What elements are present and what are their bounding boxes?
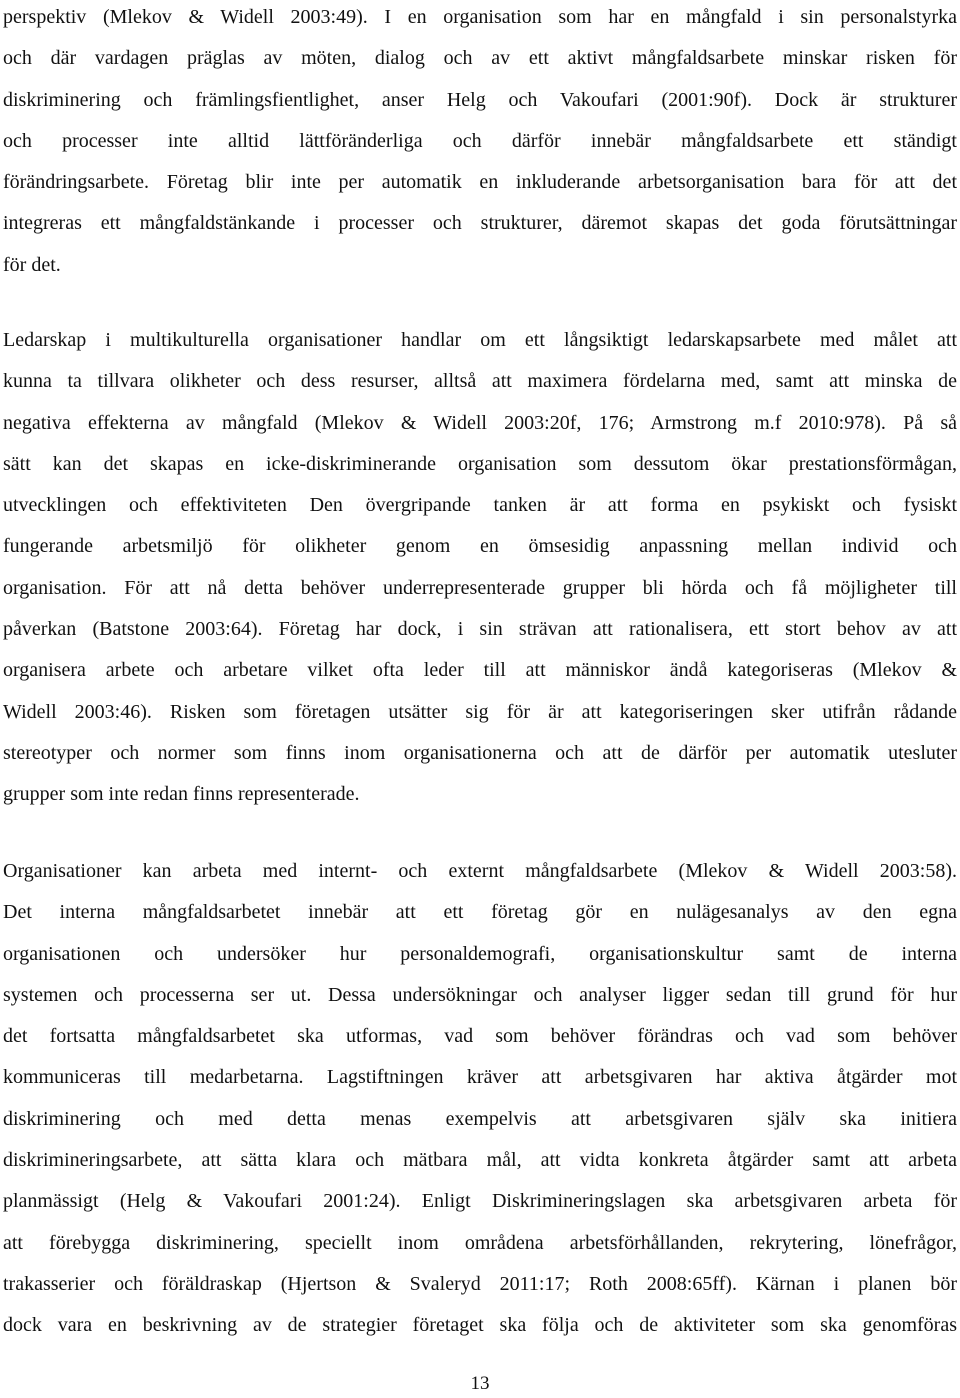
paragraph-2 — [3, 320, 957, 816]
text-line: negativa effekterna av mångfald (Mlekov & Widell 2003:20f, 176; Armstrong m.f 2010:978). På så — [3, 411, 957, 434]
text-line: diskriminering och med detta menas exempelvis att arbetsgivaren själv ska initiera — [3, 1107, 957, 1130]
text-line: organisera arbete och arbetare vilket ofta leder till att människor ändå kategoriseras (Mlekov & — [3, 659, 957, 682]
paragraph-3 — [3, 851, 957, 1347]
text-line: Ledarskap i multikulturella organisationer handlar om ett långsiktigt ledarskapsarbete med målet att — [3, 329, 957, 351]
text-line: sätt kan det skapas en icke-diskriminerande organisation som dessutom ökar prestationsförmågan, — [3, 452, 957, 475]
text-line: dock vara en beskrivning av de strategier företaget ska följa och de aktiviteter som ska genomföras — [3, 1314, 957, 1337]
text-line: att förebygga diskriminering, speciellt inom områdena arbetsförhållanden, rekrytering, lönefrågor, — [3, 1231, 957, 1254]
text-line: kommuniceras till medarbetarna. Lagstiftningen kräver att arbetsgivaren har aktiva åtgärder mot — [3, 1066, 957, 1089]
text-line: perspektiv (Mlekov & Widell 2003:49). I en organisation som har en mångfald i sin personalstyrka — [3, 6, 957, 28]
text-line: och processer inte alltid lättföränderliga och därför innebär mångfaldsarbete ett ständigt — [3, 129, 957, 152]
text-line: organisationen och undersöker hur personaldemografi, organisationskultur samt de interna — [3, 942, 957, 965]
text-line: påverkan (Batstone 2003:64). Företag har dock, i sin strävan att rationalisera, ett stort behov av att — [3, 618, 957, 641]
text-line: trakasserier och föräldraskap (Hjertson & Svaleryd 2011:17; Roth 2008:65ff). Kärnan i planen bör — [3, 1272, 957, 1295]
text-line: och där vardagen präglas av möten, dialog och av ett aktivt mångfaldsarbete minskar risken för — [3, 47, 957, 70]
text-line: integreras ett mångfaldstänkande i processer och strukturer, däremot skapas det goda förutsättningar — [3, 212, 957, 235]
text-line: Widell 2003:46). Risken som företagen utsätter sig för är att kategoriseringen sker utifrån rådande — [3, 700, 957, 723]
text-line: Det interna mångfaldsarbetet innebär att ett företag gör en nulägesanalys av den egna — [3, 901, 957, 924]
text-line: systemen och processerna ser ut. Dessa undersökningar och analyser ligger sedan till grund för hur — [3, 983, 957, 1006]
text-line: det fortsatta mångfaldsarbetet ska utformas, vad som behöver förändras och vad som behöver — [3, 1025, 957, 1048]
text-line: utvecklingen och effektiviteten Den övergripande tanken är att forma en psykiskt och fysiskt — [3, 494, 957, 517]
text-line: stereotyper och normer som finns inom organisationerna och att de därför per automatik utesluter — [3, 741, 957, 764]
text-line: grupper som inte redan finns representerade. — [3, 783, 360, 806]
page-number: 13 — [470, 1373, 490, 1394]
text-line: för det. — [3, 253, 61, 276]
paragraph-1 — [3, 0, 957, 286]
text-line: diskriminering och främlingsfientlighet, anser Helg och Vakoufari (2001:90f). Dock är strukturer — [3, 88, 957, 111]
text-line: förändringsarbete. Företag blir inte per automatik en inkluderande arbetsorganisation bara för att det — [3, 171, 957, 194]
text-line: organisation. För att nå detta behöver underrepresenterade grupper bli hörda och få möjligheter till — [3, 576, 957, 599]
text-line: diskrimineringsarbete, att sätta klara och mätbara mål, att vidta konkreta åtgärder samt att arbeta — [3, 1149, 957, 1172]
text-line: kunna ta tillvara olikheter och dess resurser, alltså att maximera fördelarna med, samt att minska de — [3, 370, 957, 393]
text-line: fungerande arbetsmiljö för olikheter genom en ömsesidig anpassning mellan individ och — [3, 535, 957, 558]
text-line: Organisationer kan arbeta med internt- och externt mångfaldsarbete (Mlekov & Widell 2003:58). — [3, 860, 957, 882]
text-line: planmässigt (Helg & Vakoufari 2001:24). Enligt Diskrimineringslagen ska arbetsgivaren arbeta för — [3, 1190, 957, 1213]
